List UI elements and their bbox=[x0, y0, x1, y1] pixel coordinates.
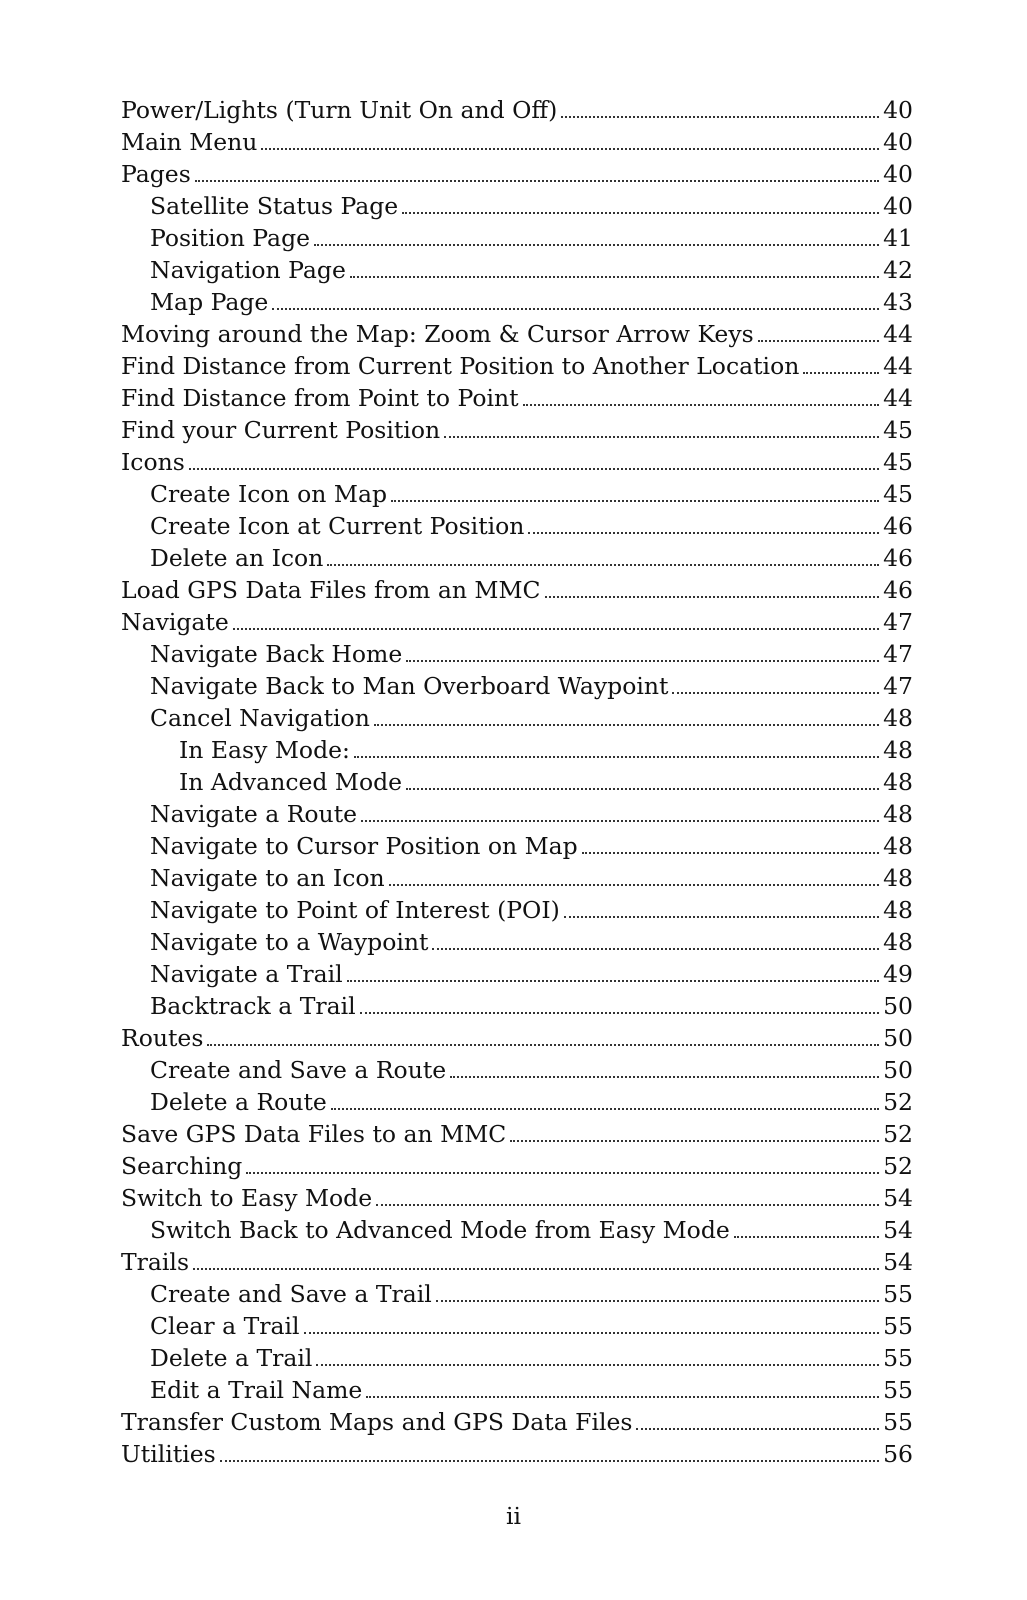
toc-entry-title: Delete a Route bbox=[150, 1088, 327, 1116]
toc-entry-title: Navigate to an Icon bbox=[150, 864, 385, 892]
toc-entry-title: Save GPS Data Files to an MMC bbox=[121, 1120, 507, 1148]
dot-leader bbox=[450, 1076, 879, 1078]
toc-entry-page: 52 bbox=[883, 1088, 913, 1116]
toc-entry-title: Cancel Navigation bbox=[150, 704, 370, 732]
toc-entry-title: Utilities bbox=[121, 1440, 216, 1468]
toc-entry-title: Clear a Trail bbox=[150, 1312, 300, 1340]
toc-entry-title: Searching bbox=[121, 1152, 243, 1180]
toc-entry-page: 54 bbox=[883, 1216, 913, 1244]
toc-entry-title: Main Menu bbox=[121, 128, 258, 156]
toc-entry-page: 50 bbox=[883, 1056, 913, 1084]
toc-entry-page: 45 bbox=[883, 448, 913, 476]
toc-entry-page: 48 bbox=[883, 768, 913, 796]
toc-entry bbox=[121, 350, 913, 382]
toc-entry-title: Backtrack a Trail bbox=[150, 992, 356, 1020]
dot-leader bbox=[510, 1140, 879, 1142]
dot-leader bbox=[389, 884, 879, 886]
toc-entry bbox=[121, 510, 913, 542]
toc-entry-title: Create and Save a Trail bbox=[150, 1280, 432, 1308]
toc-entry-title: Moving around the Map: Zoom & Cursor Arrow Keys bbox=[121, 320, 754, 348]
toc-entry-page: 55 bbox=[883, 1312, 913, 1340]
toc-entry bbox=[121, 958, 913, 990]
dot-leader bbox=[233, 628, 879, 630]
dot-leader bbox=[316, 1364, 879, 1366]
toc-entry bbox=[121, 1022, 913, 1054]
dot-leader bbox=[636, 1428, 879, 1430]
toc-entry-page: 55 bbox=[883, 1376, 913, 1404]
toc-entry bbox=[121, 382, 913, 414]
toc-entry bbox=[121, 798, 913, 830]
toc-entry bbox=[121, 1214, 913, 1246]
toc-entry bbox=[121, 254, 913, 286]
toc-entry-page: 54 bbox=[883, 1184, 913, 1212]
toc-entry-page: 40 bbox=[883, 160, 913, 188]
toc-entry bbox=[121, 1438, 913, 1470]
toc-entry-page: 45 bbox=[883, 416, 913, 444]
toc-entry-page: 48 bbox=[883, 832, 913, 860]
toc-entry bbox=[121, 990, 913, 1022]
dot-leader bbox=[523, 404, 880, 406]
dot-leader bbox=[561, 116, 879, 118]
dot-leader bbox=[432, 948, 879, 950]
toc-entry bbox=[121, 574, 913, 606]
toc-entry-page: 49 bbox=[883, 960, 913, 988]
toc-entry-title: Navigate to Point of Interest (POI) bbox=[150, 896, 560, 924]
toc-entry-title: Navigate bbox=[121, 608, 229, 636]
toc-entry bbox=[121, 1246, 913, 1278]
toc-entry bbox=[121, 286, 913, 318]
toc-entry-title: Navigate a Trail bbox=[150, 960, 343, 988]
dot-leader bbox=[672, 692, 879, 694]
toc-entry-title: Find your Current Position bbox=[121, 416, 441, 444]
toc-entry-title: Navigate to a Waypoint bbox=[150, 928, 429, 956]
toc-entry-page: 48 bbox=[883, 928, 913, 956]
dot-leader bbox=[545, 596, 880, 598]
toc-entry-page: 44 bbox=[883, 384, 913, 412]
toc-entry-title: Navigate to Cursor Position on Map bbox=[150, 832, 578, 860]
dot-leader bbox=[436, 1300, 879, 1302]
toc-entry-page: 48 bbox=[883, 736, 913, 764]
dot-leader bbox=[327, 564, 879, 566]
toc-entry-title: Trails bbox=[121, 1248, 190, 1276]
toc-entry bbox=[121, 1374, 913, 1406]
toc-entry-page: 55 bbox=[883, 1344, 913, 1372]
toc-entry-page: 52 bbox=[883, 1120, 913, 1148]
toc-entry bbox=[121, 638, 913, 670]
toc-entry bbox=[121, 670, 913, 702]
toc-entry-page: 48 bbox=[883, 800, 913, 828]
toc-entry-title: Icons bbox=[121, 448, 185, 476]
toc-entry-title: Create Icon at Current Position bbox=[150, 512, 525, 540]
dot-leader bbox=[272, 308, 879, 310]
toc-entry-page: 44 bbox=[883, 352, 913, 380]
dot-leader bbox=[374, 724, 879, 726]
toc-entry bbox=[121, 1182, 913, 1214]
dot-leader bbox=[734, 1236, 879, 1238]
dot-leader bbox=[391, 500, 879, 502]
toc-entry-page: 46 bbox=[883, 576, 913, 604]
toc-entry-page: 54 bbox=[883, 1248, 913, 1276]
toc-entry-title: In Easy Mode: bbox=[179, 736, 350, 764]
toc-entry bbox=[121, 414, 913, 446]
toc-entry-title: Routes bbox=[121, 1024, 204, 1052]
toc-entry-title: Edit a Trail Name bbox=[150, 1376, 363, 1404]
toc-entry bbox=[121, 542, 913, 574]
toc-entry-title: Navigate Back Home bbox=[150, 640, 403, 668]
dot-leader bbox=[564, 916, 879, 918]
dot-leader bbox=[402, 212, 879, 214]
toc-entry-title: Delete a Trail bbox=[150, 1344, 313, 1372]
toc-entry-title: Load GPS Data Files from an MMC bbox=[121, 576, 541, 604]
toc-entry-page: 47 bbox=[883, 608, 913, 636]
dot-leader bbox=[360, 1012, 879, 1014]
toc-entry-title: Delete an Icon bbox=[150, 544, 324, 572]
toc-entry bbox=[121, 1342, 913, 1374]
toc-entry-page: 41 bbox=[883, 224, 913, 252]
toc-entry bbox=[121, 862, 913, 894]
toc-entry bbox=[121, 94, 913, 126]
toc-entry-page: 48 bbox=[883, 864, 913, 892]
dot-leader bbox=[361, 820, 879, 822]
toc-entry-page: 46 bbox=[883, 512, 913, 540]
dot-leader bbox=[444, 436, 879, 438]
toc-entry-title: Position Page bbox=[150, 224, 311, 252]
dot-leader bbox=[220, 1460, 879, 1462]
toc-entry-title: Find Distance from Current Position to Another Location bbox=[121, 352, 800, 380]
toc-entry-title: Switch Back to Advanced Mode from Easy Mode bbox=[150, 1216, 730, 1244]
toc-entry bbox=[121, 606, 913, 638]
dot-leader bbox=[195, 180, 879, 182]
toc-entry-title: Create Icon on Map bbox=[150, 480, 388, 508]
toc-entry-page: 46 bbox=[883, 544, 913, 572]
dot-leader bbox=[582, 852, 879, 854]
dot-leader bbox=[354, 756, 879, 758]
toc-entry-title: Find Distance from Point to Point bbox=[121, 384, 519, 412]
toc-entry-page: 40 bbox=[883, 128, 913, 156]
toc-entry-title: Satellite Status Page bbox=[150, 192, 399, 220]
dot-leader bbox=[261, 148, 879, 150]
toc-entry bbox=[121, 126, 913, 158]
toc-entry bbox=[121, 1118, 913, 1150]
toc-entry bbox=[121, 222, 913, 254]
dot-leader bbox=[803, 372, 879, 374]
toc-entry-page: 50 bbox=[883, 1024, 913, 1052]
dot-leader bbox=[207, 1044, 879, 1046]
toc-entry-title: Power/Lights (Turn Unit On and Off) bbox=[121, 96, 558, 124]
toc-entry-title: Navigate a Route bbox=[150, 800, 358, 828]
toc-entry-page: 52 bbox=[883, 1152, 913, 1180]
toc-entry bbox=[121, 830, 913, 862]
dot-leader bbox=[314, 244, 879, 246]
dot-leader bbox=[193, 1268, 879, 1270]
toc-entry-title: In Advanced Mode bbox=[179, 768, 403, 796]
toc-entry-page: 56 bbox=[883, 1440, 913, 1468]
toc-entry-title: Navigate Back to Man Overboard Waypoint bbox=[150, 672, 669, 700]
toc-entry bbox=[121, 734, 913, 766]
toc-entry bbox=[121, 446, 913, 478]
toc-entry-page: 55 bbox=[883, 1408, 913, 1436]
toc-entry bbox=[121, 926, 913, 958]
toc-entry bbox=[121, 318, 913, 350]
toc-entry-page: 42 bbox=[883, 256, 913, 284]
toc-entry bbox=[121, 1150, 913, 1182]
dot-leader bbox=[331, 1108, 879, 1110]
dot-leader bbox=[350, 276, 879, 278]
dot-leader bbox=[528, 532, 879, 534]
dot-leader bbox=[406, 788, 879, 790]
toc-entry-title: Navigation Page bbox=[150, 256, 346, 284]
toc-entry bbox=[121, 478, 913, 510]
toc-entry-page: 50 bbox=[883, 992, 913, 1020]
toc-entry-title: Pages bbox=[121, 160, 191, 188]
toc-entry-page: 47 bbox=[883, 640, 913, 668]
dot-leader bbox=[304, 1332, 880, 1334]
dot-leader bbox=[347, 980, 879, 982]
toc-entry-page: 55 bbox=[883, 1280, 913, 1308]
toc-entry-title: Create and Save a Route bbox=[150, 1056, 447, 1084]
dot-leader bbox=[406, 660, 879, 662]
toc-entry bbox=[121, 158, 913, 190]
toc-entry-page: 45 bbox=[883, 480, 913, 508]
table-of-contents bbox=[121, 94, 913, 1470]
toc-entry-page: 40 bbox=[883, 192, 913, 220]
toc-entry bbox=[121, 894, 913, 926]
toc-entry bbox=[121, 1086, 913, 1118]
toc-entry-page: 48 bbox=[883, 896, 913, 924]
toc-entry-title: Switch to Easy Mode bbox=[121, 1184, 373, 1212]
page-number: ii bbox=[505, 1502, 522, 1530]
toc-entry-page: 43 bbox=[883, 288, 913, 316]
toc-entry-page: 48 bbox=[883, 704, 913, 732]
toc-entry bbox=[121, 766, 913, 798]
toc-entry-title: Transfer Custom Maps and GPS Data Files bbox=[121, 1408, 633, 1436]
toc-entry bbox=[121, 1310, 913, 1342]
toc-entry-page: 40 bbox=[883, 96, 913, 124]
toc-entry-page: 47 bbox=[883, 672, 913, 700]
dot-leader bbox=[366, 1396, 879, 1398]
toc-entry bbox=[121, 190, 913, 222]
toc-entry bbox=[121, 702, 913, 734]
toc-entry-page: 44 bbox=[883, 320, 913, 348]
dot-leader bbox=[376, 1204, 879, 1206]
dot-leader bbox=[246, 1172, 879, 1174]
dot-leader bbox=[758, 340, 879, 342]
toc-entry-title: Map Page bbox=[150, 288, 269, 316]
dot-leader bbox=[189, 468, 879, 470]
toc-entry bbox=[121, 1406, 913, 1438]
toc-entry bbox=[121, 1278, 913, 1310]
toc-entry bbox=[121, 1054, 913, 1086]
